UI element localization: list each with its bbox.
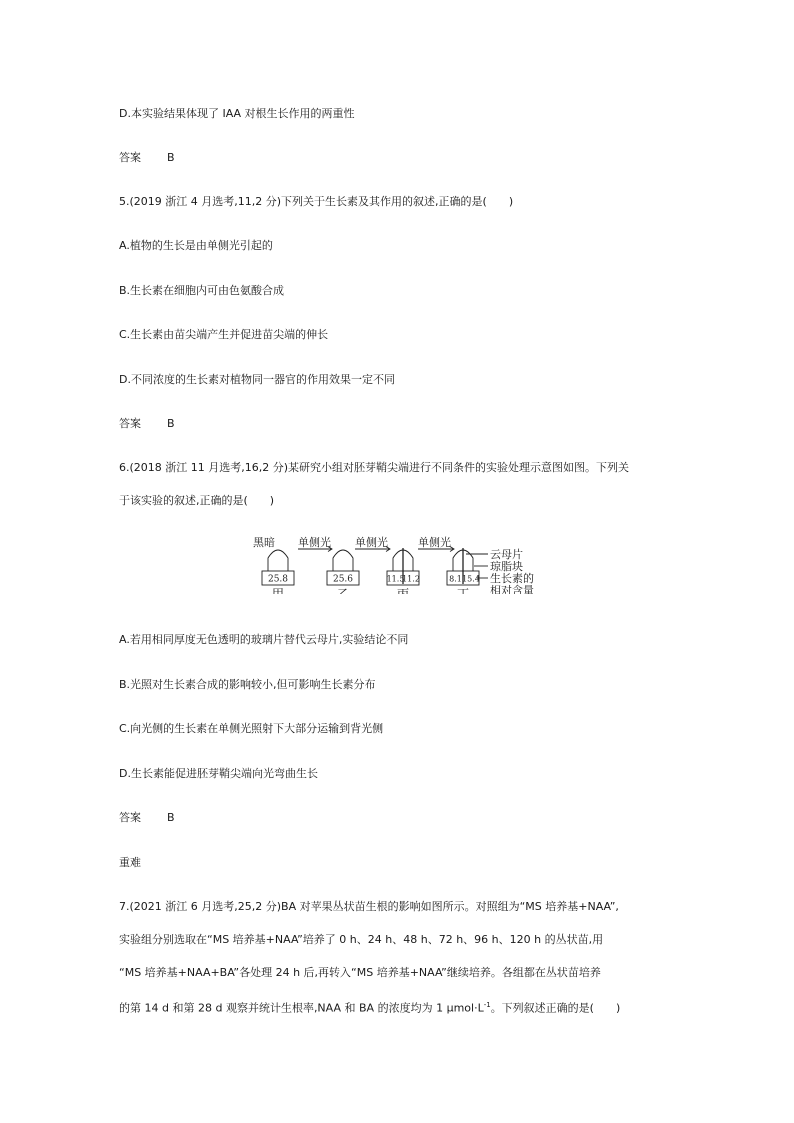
group-label: 甲	[271, 587, 285, 594]
q7-stem-line3: “MS 培养基+NAA+BA”各处理 24 h 后,再转入“MS 培养基+NAA”继续培养。各组都在丛状苗培养	[119, 966, 601, 979]
auxin-value: 11.5	[386, 574, 405, 584]
condition-label: 单侧光	[355, 536, 388, 549]
group-label: 丙	[396, 587, 410, 594]
q5-option-a: A.植物的生长是由单侧光引起的	[119, 239, 273, 252]
experiment-diagram	[250, 534, 550, 594]
legend-auxin: 生长素的	[490, 572, 534, 585]
q4-option-d: D.本实验结果体现了 IAA 对根生长作用的两重性	[119, 107, 355, 120]
legend-content: 相对含量	[490, 584, 534, 594]
q7-stem-line2: 实验组分别选取在“MS 培养基+NAA”培养了 0 h、24 h、48 h、72 h、96 h、120 h 的丛状苗,用	[119, 933, 604, 946]
q7-stem-line1: 7.(2021 浙江 6 月选考,25,2 分)BA 对苹果丛状苗生根的影响如图所示。对照组为“MS 培养基+NAA”,	[119, 900, 619, 913]
q6-stem-line1: 6.(2018 浙江 11 月选考,16,2 分)某研究小组对胚芽鞘尖端进行不同条件的实验处理示意图如图。下列关	[119, 461, 630, 474]
answer-value: B	[167, 811, 175, 824]
q7-text-end: 。下列叙述正确的是( )	[490, 1001, 621, 1015]
answer-label: 答案	[119, 811, 141, 824]
q6-option-c: C.向光侧的生长素在单侧光照射下大部分运输到背光侧	[119, 722, 384, 735]
answer-value: B	[167, 151, 175, 164]
unit-exponent: -1	[483, 1001, 491, 1009]
q6-option-b: B.光照对生长素合成的影响较小,但可影响生长素分布	[119, 678, 376, 691]
answer-label: 答案	[119, 151, 141, 164]
q7-stem-line4	[119, 997, 620, 1017]
q6-stem-line2: 于该实验的叙述,正确的是( )	[119, 494, 275, 507]
q5-option-c: C.生长素由苗尖端产生并促进苗尖端的伸长	[119, 328, 329, 341]
auxin-value: 25.6	[332, 574, 354, 585]
legend-agar: 琼脂块	[490, 560, 523, 573]
legend-mica: 云母片	[490, 548, 523, 561]
auxin-value: 8.1	[449, 574, 462, 584]
answer-5	[119, 416, 175, 432]
q6-option-d: D.生长素能促进胚芽鞘尖端向光弯曲生长	[119, 767, 318, 780]
q6-option-a: A.若用相同厚度无色透明的玻璃片替代云母片,实验结论不同	[119, 633, 409, 646]
group-label: 丁	[456, 587, 470, 594]
condition-label: 单侧光	[298, 536, 331, 549]
coleoptile-tip	[333, 550, 353, 571]
condition-label: 单侧光	[418, 536, 451, 549]
auxin-value: 11.2	[402, 574, 420, 584]
answer-6	[119, 810, 175, 826]
q5-stem: 5.(2019 浙江 4 月选考,11,2 分)下列关于生长素及其作用的叙述,正确的是( )	[119, 195, 514, 208]
answer-value: B	[167, 417, 175, 430]
coleoptile-tip	[268, 550, 288, 571]
group-label: 乙	[336, 587, 350, 594]
answer-label: 答案	[119, 417, 141, 430]
auxin-value: 25.8	[267, 574, 289, 585]
answer-4	[119, 150, 175, 166]
q5-option-d: D.不同浓度的生长素对植物同一器官的作用效果一定不同	[119, 373, 395, 386]
condition-label: 黑暗	[253, 536, 275, 549]
auxin-value: 15.4	[462, 574, 480, 584]
q7-text: 的第 14 d 和第 28 d 观察并统计生根率,NAA 和 BA 的浓度均为 1 μmol·L	[119, 1001, 484, 1015]
section-heading: 重难	[119, 856, 141, 869]
q5-option-b: B.生长素在细胞内可由色氨酸合成	[119, 284, 285, 297]
